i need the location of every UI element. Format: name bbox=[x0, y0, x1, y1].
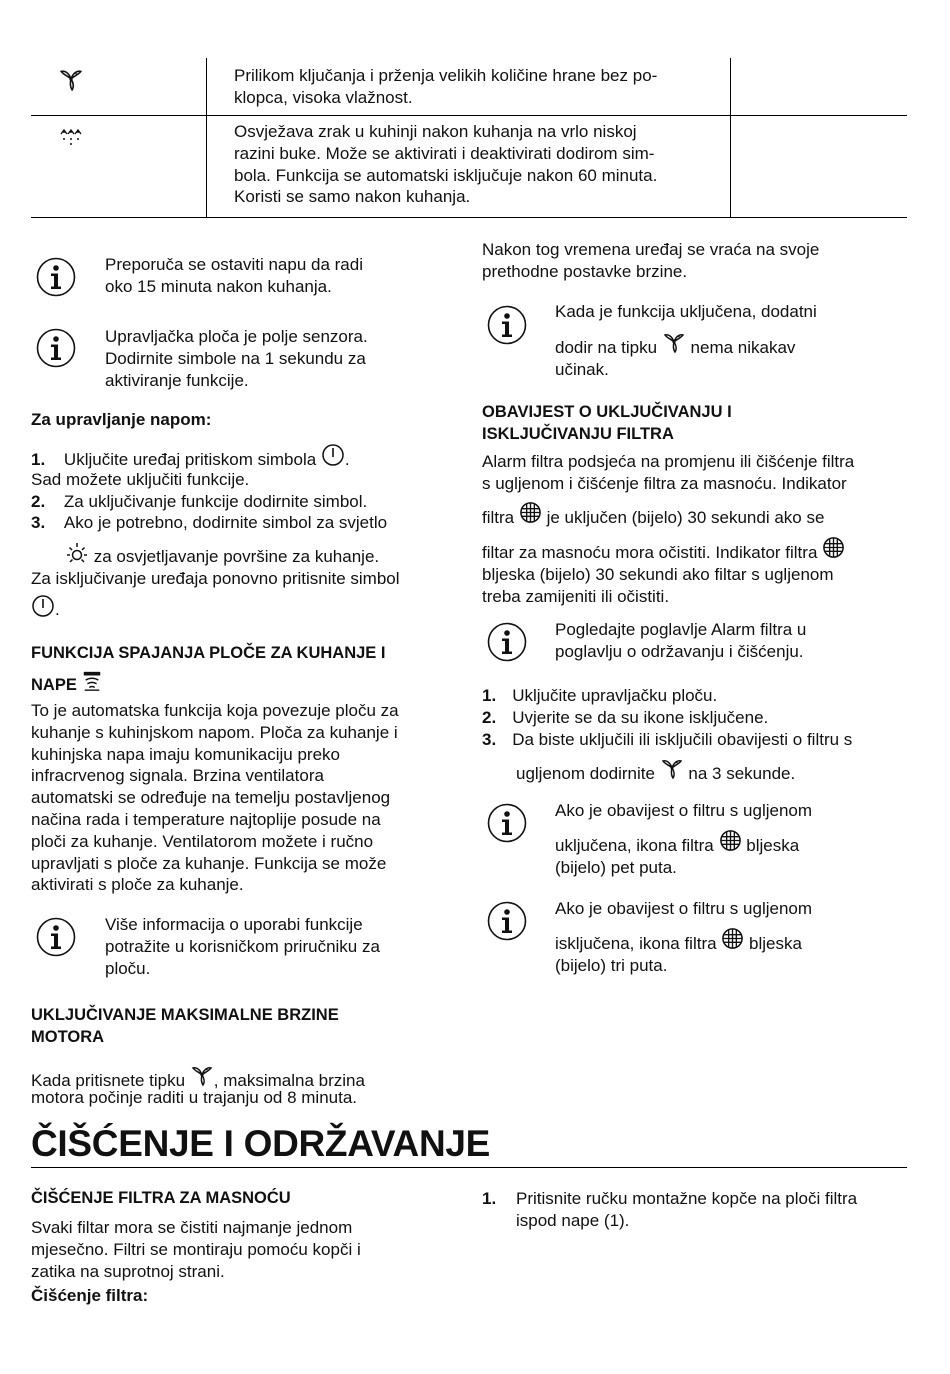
info-icon bbox=[487, 622, 527, 662]
note-line: Više informacija o uporabi funkcije bbox=[105, 915, 363, 934]
paragraph-line: ploči za kuhanje. Ventilatorom možete i ručno bbox=[31, 831, 374, 851]
text-segment: , maksimalna brzina bbox=[213, 1071, 365, 1090]
heading-line: ISKLJUČIVANJU FILTRA bbox=[482, 425, 674, 443]
step-period: . bbox=[55, 600, 60, 619]
info-icon bbox=[36, 917, 76, 957]
step-number: 2. bbox=[31, 492, 46, 511]
filter-icon bbox=[519, 501, 542, 524]
control-heading: Za upravljanje napom: bbox=[31, 410, 212, 429]
info-icon bbox=[36, 328, 76, 368]
paragraph-line-with-icon bbox=[482, 536, 912, 564]
paragraph-line: zatika na suprotnoj strani. bbox=[31, 1261, 225, 1281]
text-segment: bljeska bbox=[749, 933, 802, 953]
paragraph-line: bljeska (bijelo) 30 sekundi ako filtar s ugljenom bbox=[482, 565, 834, 585]
step-line: ispod nape (1). bbox=[516, 1210, 630, 1230]
note-line: Ako je obavijest o filtru s ugljenom bbox=[555, 801, 813, 820]
step-number: 3. bbox=[482, 729, 497, 749]
paragraph-line: prethodne postavke brzine. bbox=[482, 261, 688, 281]
note-line: aktiviranje funkcije. bbox=[105, 370, 249, 390]
table-column-divider bbox=[206, 58, 207, 218]
note-line: Dodirnite simbole na 1 sekundu za bbox=[105, 348, 366, 368]
table-column-divider bbox=[730, 58, 731, 218]
table-cell-line: razini buke. Može se aktivirati i deaktivirati dodirom sim- bbox=[234, 143, 655, 163]
switch-off-symbol bbox=[31, 594, 60, 621]
breeze-icon bbox=[57, 124, 87, 150]
fan-boost-icon bbox=[58, 66, 84, 92]
step-period: . bbox=[344, 450, 350, 469]
table-cell-line: Koristi se samo nakon kuhanja. bbox=[234, 187, 471, 207]
filter-icon bbox=[721, 927, 744, 950]
paragraph-line: s ugljenom i čišćenje filtra za masnoću. Indikator bbox=[482, 473, 847, 493]
note-line-with-icon bbox=[555, 330, 895, 359]
table-cell-line: Prilikom ključanja i prženja velikih količine hrane bez po- bbox=[234, 66, 658, 85]
text-segment: nema nikakav bbox=[690, 337, 796, 357]
fan-boost-icon bbox=[660, 756, 684, 780]
info-icon bbox=[487, 305, 527, 345]
grease-filter-text bbox=[31, 1217, 461, 1282]
paragraph-line: kuhinjska napa imaju komunikaciju preko bbox=[31, 744, 340, 764]
step-item bbox=[31, 443, 461, 471]
table-bottom-border bbox=[31, 217, 907, 218]
step-text: Uvjerite se da su ikone isključene. bbox=[512, 707, 769, 727]
paragraph-line: Nakon tog vremena uređaj se vraća na svoje bbox=[482, 240, 820, 259]
text-segment: uključena, ikona filtra bbox=[555, 835, 714, 855]
paragraph-line: načina rada i temperature najtoplije posude na bbox=[31, 809, 381, 829]
paragraph-line: aktivirati s ploče za kuhanje. bbox=[31, 875, 244, 895]
table-row-text bbox=[234, 65, 724, 109]
step-text: Za uključivanje funkcije dodirnite simbol. bbox=[63, 492, 368, 511]
paragraph-line: automatski se određuje na temelju postavljenog bbox=[31, 788, 391, 808]
note-line: Pogledajte poglavlje Alarm filtra u bbox=[555, 620, 807, 639]
power-icon bbox=[321, 443, 345, 467]
step-item bbox=[31, 512, 387, 534]
filter-heading bbox=[482, 401, 732, 445]
step-item bbox=[482, 707, 912, 729]
fan-boost-icon bbox=[190, 1063, 214, 1087]
info-note bbox=[105, 254, 445, 298]
step-number: 2. bbox=[482, 707, 497, 727]
text-segment: na 3 sekunde. bbox=[688, 764, 796, 783]
paragraph-line: kuhanje s kuhinjskom napom. Ploča za kuhanje i bbox=[31, 722, 398, 742]
info-icon bbox=[487, 803, 527, 843]
filter-icon bbox=[719, 829, 742, 852]
info-note bbox=[555, 301, 895, 380]
paragraph-line-with-icon bbox=[482, 501, 912, 529]
hob-link-icon bbox=[81, 670, 103, 692]
step-note: Sad možete uključiti funkcije. bbox=[31, 470, 250, 489]
table-row-text bbox=[234, 121, 724, 208]
step-number: 1. bbox=[482, 1189, 497, 1208]
filter-paragraph bbox=[482, 451, 912, 608]
paragraph-line: infracrvenog signala. Brzina ventilatora bbox=[31, 766, 324, 786]
heading-line: OBAVIJEST O UKLJUČIVANJU I bbox=[482, 403, 732, 421]
step-continuation bbox=[65, 541, 379, 568]
note-line: učinak. bbox=[555, 359, 609, 379]
table-cell-line: klopca, visoka vlažnost. bbox=[234, 87, 413, 107]
hob-heading-text: NAPE bbox=[31, 676, 77, 694]
note-line: (bijelo) pet puta. bbox=[555, 857, 677, 877]
step-text: Da biste uključili ili isključili obavijesti o filtru s bbox=[512, 729, 853, 749]
text-segment: isključena, ikona filtra bbox=[555, 933, 717, 953]
step-item bbox=[482, 729, 912, 751]
heading-line: UKLJUČIVANJE MAKSIMALNE BRZINE bbox=[31, 1006, 339, 1024]
note-line: oko 15 minuta nakon kuhanja. bbox=[105, 276, 332, 296]
paragraph-line: mjesečno. Filtri se montiraju pomoću kopči i bbox=[31, 1239, 361, 1259]
grease-filter-heading: ČIŠĆENJE FILTRA ZA MASNOĆU bbox=[31, 1189, 291, 1207]
hob-description bbox=[31, 700, 461, 896]
table-divider bbox=[31, 115, 907, 116]
table-cell-line: Osvježava zrak u kuhinji nakon kuhanja na vrlo niskoj bbox=[234, 122, 637, 141]
step-text: Ako je potrebno, dodirnite simbol za svjetlo bbox=[63, 513, 388, 532]
light-icon bbox=[65, 541, 89, 565]
note-line-with-icon bbox=[555, 829, 895, 857]
info-icon bbox=[487, 901, 527, 941]
hob-heading-line2 bbox=[31, 670, 103, 696]
max-speed-heading bbox=[31, 1004, 339, 1048]
section-title-underline bbox=[31, 1167, 907, 1168]
paragraph-line: treba zamijeniti ili očistiti. bbox=[482, 586, 670, 606]
text-segment: filtar za masnoću mora očistiti. Indikator filtra bbox=[482, 543, 818, 563]
filter-steps bbox=[482, 685, 912, 750]
filter-icon bbox=[822, 536, 845, 559]
step-text bbox=[516, 1188, 912, 1232]
note-line: poglavlju o održavanju i čišćenju. bbox=[555, 641, 804, 661]
note-line: Preporuča se ostaviti napu da radi bbox=[105, 255, 363, 274]
info-note bbox=[555, 898, 895, 976]
info-note bbox=[555, 800, 895, 878]
note-line: ploču. bbox=[105, 958, 151, 978]
text-segment: bljeska bbox=[746, 835, 800, 855]
intro-text bbox=[482, 239, 912, 283]
note-line: potražite u korisničkom priručniku za bbox=[105, 936, 380, 956]
step-text: Uključite upravljačku ploču. bbox=[512, 686, 718, 705]
section-title: ČIŠĆENJE I ODRŽAVANJE bbox=[31, 1123, 491, 1164]
paragraph-line: Svaki filtar mora se čistiti najmanje jednom bbox=[31, 1218, 353, 1237]
fan-boost-icon bbox=[662, 330, 686, 354]
step-text: za osvjetljavanje površine za kuhanje. bbox=[93, 547, 380, 566]
step-number: 3. bbox=[31, 513, 46, 532]
info-note bbox=[555, 619, 895, 663]
step-item bbox=[482, 685, 912, 707]
step-number: 1. bbox=[482, 686, 497, 705]
note-line: (bijelo) tri puta. bbox=[555, 955, 668, 975]
note-line: Ako je obavijest o filtru s ugljenom bbox=[555, 899, 813, 918]
step-item bbox=[482, 1188, 912, 1232]
text-segment: Kada pritisnete tipku bbox=[31, 1071, 186, 1090]
info-icon bbox=[36, 257, 76, 297]
heading-line: MOTORA bbox=[31, 1028, 105, 1046]
paragraph-line: To je automatska funkcija koja povezuje ploču za bbox=[31, 701, 399, 720]
cleaning-label: Čišćenje filtra: bbox=[31, 1286, 149, 1305]
table-cell-line: bola. Funkcija se automatski isključuje nakon 60 minuta. bbox=[234, 165, 658, 185]
note-line-with-icon bbox=[555, 927, 895, 955]
note-line: Kada je funkcija uključena, dodatni bbox=[555, 302, 817, 321]
info-note bbox=[105, 914, 445, 979]
info-note bbox=[105, 326, 445, 391]
max-speed-text-line2: motora počinje raditi u trajanju od 8 minuta. bbox=[31, 1088, 358, 1107]
paragraph-line: upravljati s ploče za kuhanje. Funkcija se može bbox=[31, 853, 387, 873]
step-continuation bbox=[516, 756, 795, 785]
hob-heading: FUNKCIJA SPAJANJA PLOČE ZA KUHANJE I bbox=[31, 644, 386, 662]
text-segment: ugljenom dodirnite bbox=[516, 764, 655, 783]
text-segment: filtra bbox=[482, 507, 515, 527]
paragraph-line: Alarm filtra podsjeća na promjenu ili čišćenje filtra bbox=[482, 452, 855, 471]
step-item bbox=[31, 491, 367, 513]
text-segment: je uključen (bijelo) 30 sekundi ako se bbox=[546, 507, 825, 527]
step-line: Pritisnite ručku montažne kopče na ploči filtra bbox=[516, 1189, 858, 1208]
switch-off-text: Za isključivanje uređaja ponovno pritisnite simbol bbox=[31, 569, 400, 588]
step-number: 1. bbox=[31, 450, 46, 469]
text-segment: dodir na tipku bbox=[555, 337, 658, 357]
power-icon bbox=[31, 594, 55, 618]
note-line: Upravljačka ploča je polje senzora. bbox=[105, 327, 368, 346]
step-text: Uključite uređaj pritiskom simbola bbox=[63, 450, 317, 469]
